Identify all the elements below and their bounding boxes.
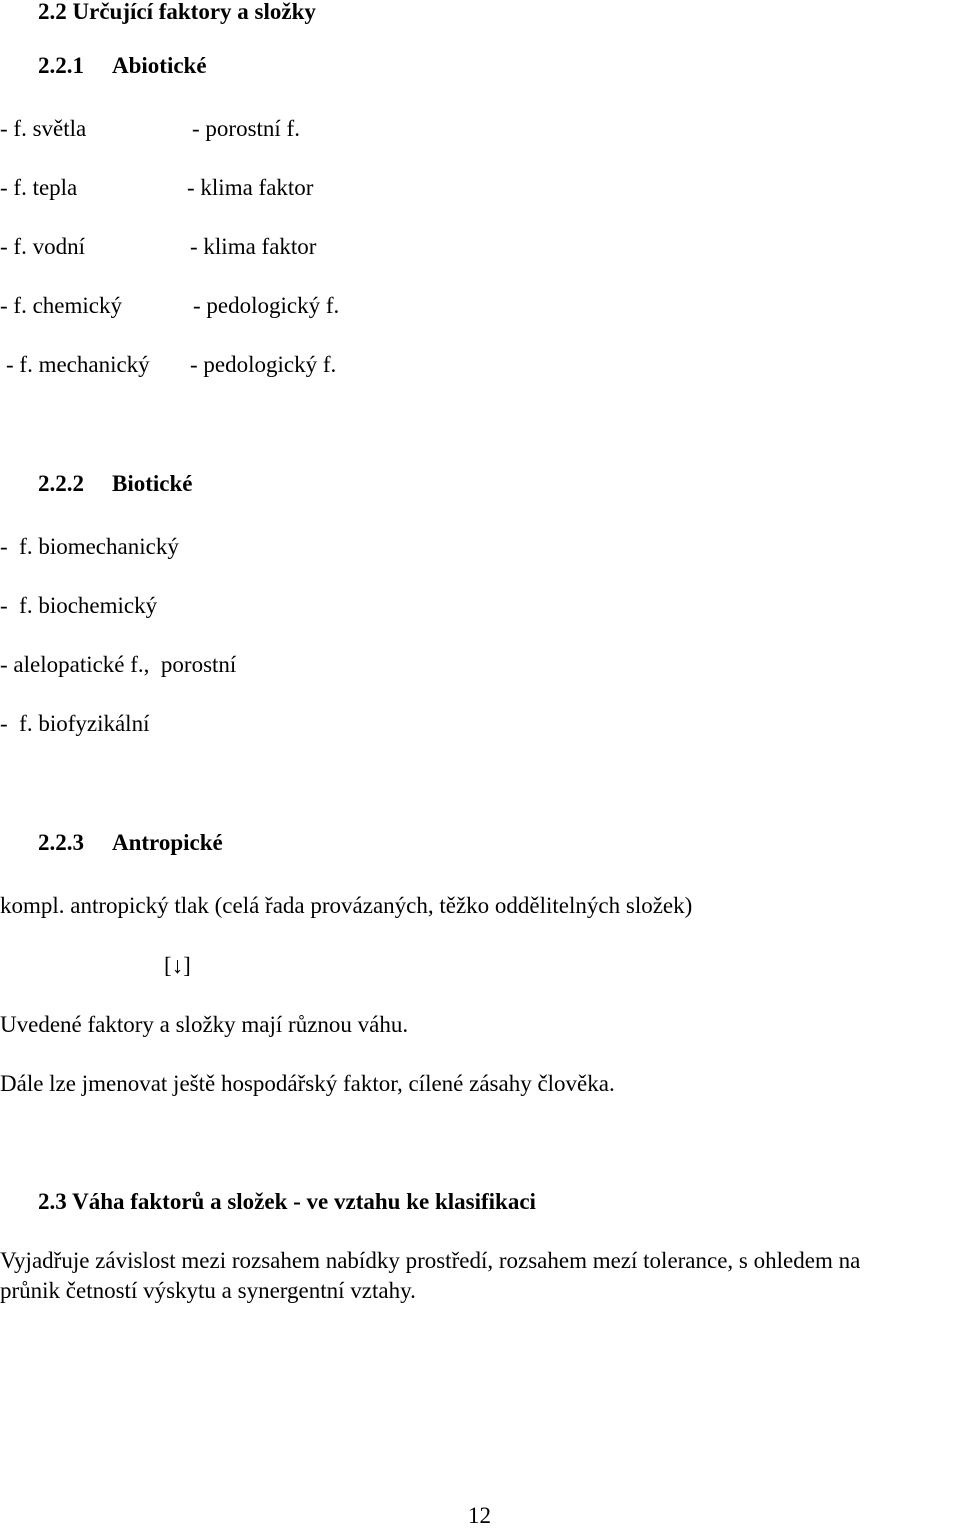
abiotic-right-2: - klima faktor xyxy=(190,234,317,259)
abiotic-left-3: - f. chemický xyxy=(0,293,122,318)
page-number: 12 xyxy=(468,1503,491,1528)
abiotic-number: 2.2.1 xyxy=(38,53,84,78)
anthropic-title: Antropické xyxy=(112,830,223,855)
anthropic-number: 2.2.3 xyxy=(38,830,84,855)
abiotic-left-1: - f. tepla xyxy=(0,175,78,200)
weight-section-title: 2.3 Váha faktorů a složek - ve vztahu ke klasifikaci xyxy=(38,1189,536,1214)
section-title: 2.2 Určující faktory a složky xyxy=(38,0,316,24)
weight-paragraph-line2: průnik četností výskytu a synergentní vztahy. xyxy=(0,1278,416,1303)
biotic-item-0: - f. biomechanický xyxy=(0,534,179,559)
abiotic-left-4 xyxy=(6,351,150,379)
note-weights: Uvedené faktory a složky mají různou váhu. xyxy=(0,1012,409,1037)
biotic-heading xyxy=(38,470,193,498)
abiotic-right-3: - pedologický f. xyxy=(193,293,340,318)
abiotic-title: Abiotické xyxy=(112,53,207,78)
down-arrow-bracket: [↓] xyxy=(164,953,191,978)
biotic-number: 2.2.2 xyxy=(38,471,84,496)
biotic-item-1: - f. biochemický xyxy=(0,593,158,618)
anthropic-heading xyxy=(38,829,223,857)
abiotic-right-4: - pedologický f. xyxy=(190,352,337,377)
abiotic-right-0: - porostní f. xyxy=(192,116,300,141)
anthropic-text: kompl. antropický tlak (celá řada provázaných, těžko oddělitelných složek) xyxy=(0,893,693,918)
biotic-item-3: - f. biofyzikální xyxy=(0,711,150,736)
biotic-title: Biotické xyxy=(112,471,193,496)
abiotic-left-4-text: - f. mechanický xyxy=(6,352,150,377)
abiotic-left-2: - f. vodní xyxy=(0,234,85,259)
biotic-item-2: - alelopatické f., porostní xyxy=(0,652,237,677)
abiotic-right-1: - klima faktor xyxy=(187,175,314,200)
abiotic-heading xyxy=(38,52,207,80)
note-economic-factor: Dále lze jmenovat ještě hospodářský faktor, cílené zásahy člověka. xyxy=(0,1071,615,1096)
weight-paragraph-line1: Vyjadřuje závislost mezi rozsahem nabídky prostředí, rozsahem mezí tolerance, s ohledem na xyxy=(0,1248,861,1273)
abiotic-left-0: - f. světla xyxy=(0,116,87,141)
